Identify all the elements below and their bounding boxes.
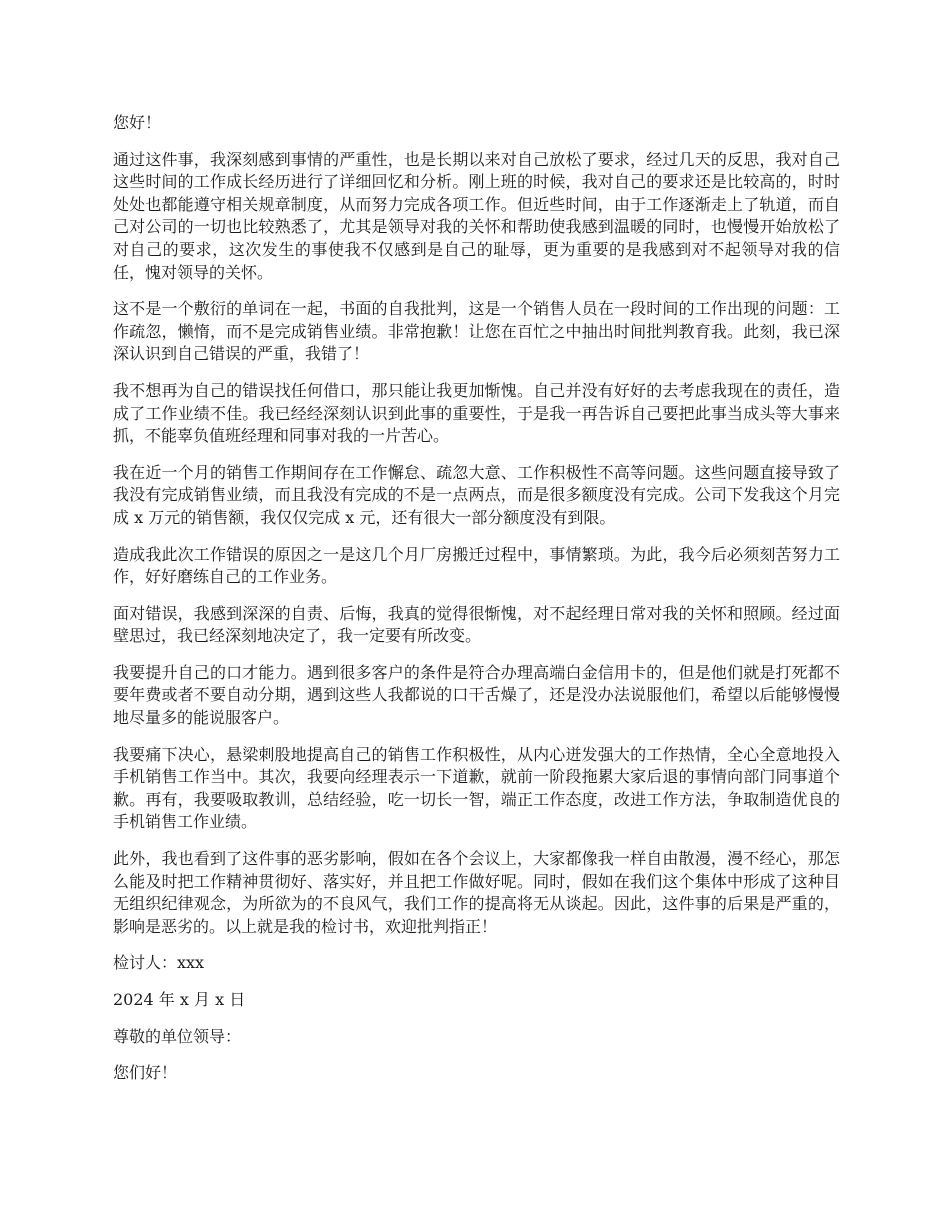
paragraph-9: 此外，我也看到了这件事的恶劣影响，假如在各个会议上，大家都像我一样自由散漫，漫不经心，那怎么能及时把工作精神贯彻好、落实好，并且把工作做好呢。同时，假如在我们这个集体中形成了这种目无组织纪律观念，为所欲为的不良风气，我们工作的提高将无从谈起。因此，这件事的后果是严重的，影响是恶劣的。以上就是我的检讨书，欢迎批判指正！ [113,849,840,936]
paragraph-1: 通过这件事，我深刻感到事情的严重性，也是长期以来对自己放松了要求，经过几天的反思，我对自己这些时间的工作成长经历进行了详细回忆和分析。刚上班的时候，我对自己的要求还是比较高的，时时处处也都能遵守相关规章制度，从而努力完成各项工作。但近些时间，由于工作逐渐走上了轨道，而自己对公司的一切也比较熟悉了，尤其是领导对我的关怀和帮助使我感到温暖的同时，也慢慢开始放松了对自己的要求，这次发生的事使我不仅感到是自己的耻辱，更为重要的是我感到对不起领导对我的信任，愧对领导的关怀。 [113,149,840,282]
next-greeting: 您们好！ [113,1063,178,1083]
paragraph-6: 面对错误，我感到深深的自责、后悔，我真的觉得很惭愧，对不起经理日常对我的关怀和照顾。经过面壁思过，我已经深刻地决定了，我一定要有所改变。 [113,603,840,646]
greeting: 您好！ [113,113,162,132]
date: 2024 年 x 月 x 日 [113,990,246,1009]
document-page [113,112,840,1099]
paragraph-4: 我在近一个月的销售工作期间存在工作懈怠、疏忽大意、工作积极性不高等问题。这些问题直接导致了我没有完成销售业绩，而且我没有完成的不是一点两点，而是很多额度没有完成。公司下发我这个月完成 x 万元的销售额，我仅仅完成 x 元，还有很大一部分额度没有到限。 [113,462,840,527]
paragraph-7: 我要提升自己的口才能力。遇到很多客户的条件是符合办理高端白金信用卡的，但是他们就是打死都不要年费或者不要自动分期，遇到这些人我都说的口干舌燥了，还是没办法说服他们，希望以后能够慢慢地尽量多的能说服客户。 [113,662,840,728]
signature: 检讨人：xxx [113,953,205,973]
paragraph-3: 我不想再为自己的错误找任何借口，那只能让我更加惭愧。自己并没有好好的去考虑我现在的责任，造成了工作业绩不佳。我已经经深刻认识到此事的重要性，于是我一再告诉自己要把此事当成头等大事来抓，不能辜负值班经理和同事对我的一片苦心。 [113,380,840,446]
paragraph-5: 造成我此次工作错误的原因之一是这几个月厂房搬迁过程中，事情繁琐。为此，我今后必须刻苦努力工作，好好磨练自己的工作业务。 [113,544,840,587]
paragraph-8: 我要痛下决心，悬梁刺股地提高自己的销售工作积极性，从内心迸发强大的工作热情，全心全意地投入手机销售工作当中。其次，我要向经理表示一下道歉，就前一阶段拖累大家后退的事情向部门同事道个歉。再有，我要吸取教训，总结经验，吃一切长一智，端正工作态度，改进工作方法，争取制造优良的手机销售工作业绩。 [113,744,840,832]
next-salutation: 尊敬的单位领导： [113,1026,242,1046]
paragraph-2: 这不是一个敷衍的单词在一起，书面的自我批判，这是一个销售人员在一段时间的工作出现的问题：工作疏忽，懒惰，而不是完成销售业绩。非常抱歉！让您在百忙之中抽出时间批判教育我。此刻，我已深深认识到自己错误的严重，我错了！ [113,299,840,364]
